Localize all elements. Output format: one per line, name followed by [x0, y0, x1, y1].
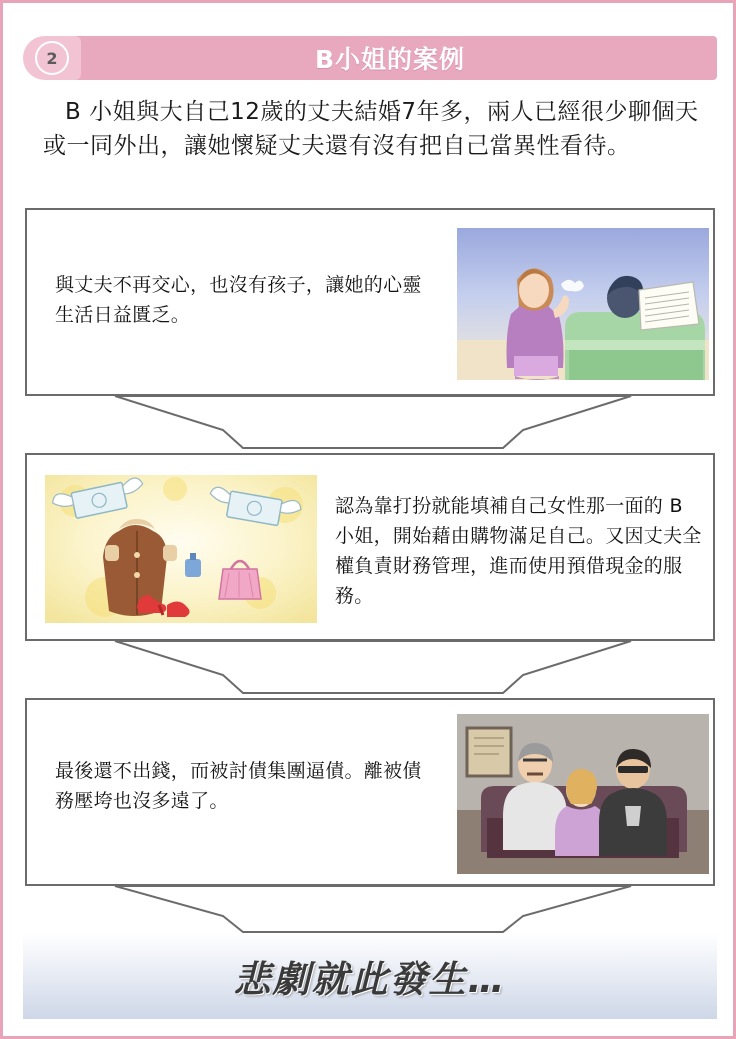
debt-collectors-beside-woman-on-sofa: [457, 714, 709, 874]
panel-1: [25, 208, 715, 396]
page-header: [23, 36, 717, 80]
panel-2-illustration: [45, 475, 317, 623]
page-title: B小姐的案例: [314, 45, 466, 74]
section-number-badge: [23, 36, 81, 80]
arrow-connector-1: [113, 396, 633, 452]
panel-3: [25, 698, 715, 886]
woman-and-husband-reading-newspaper: [457, 228, 709, 380]
panel-1-text: 與丈夫不再交心，也沒有孩子，讓她的心靈生活日益匱乏。: [55, 274, 422, 326]
header-title-bar: [63, 36, 717, 80]
arrow-connector-2: [113, 641, 633, 697]
arrow-connector-3: [113, 886, 633, 936]
footer-banner: [23, 933, 717, 1019]
section-number: 2: [35, 41, 69, 75]
panel-1-illustration: [457, 228, 709, 380]
panel-3-illustration: [457, 714, 709, 874]
intro-paragraph: B 小姐與大自己12歲的丈夫結婚7年多，兩人已經很少聊個天或一同外出，讓她懷疑丈夫還有沒有把自己當異性看待。: [43, 99, 699, 159]
panel-2: [25, 453, 715, 641]
shopping-items-with-flying-money: [45, 475, 317, 623]
footer-text: 悲劇就此發生…: [233, 958, 507, 1001]
panel-3-text: 最後還不出錢，而被討債集團逼債。離被債務壓垮也沒多遠了。: [55, 760, 422, 812]
panel-2-text: 認為靠打扮就能填補自己女性那一面的 B 小姐，開始藉由購物滿足自己。又因丈夫全權負責財務管理，進而使用預借現金的服務。: [335, 495, 702, 607]
